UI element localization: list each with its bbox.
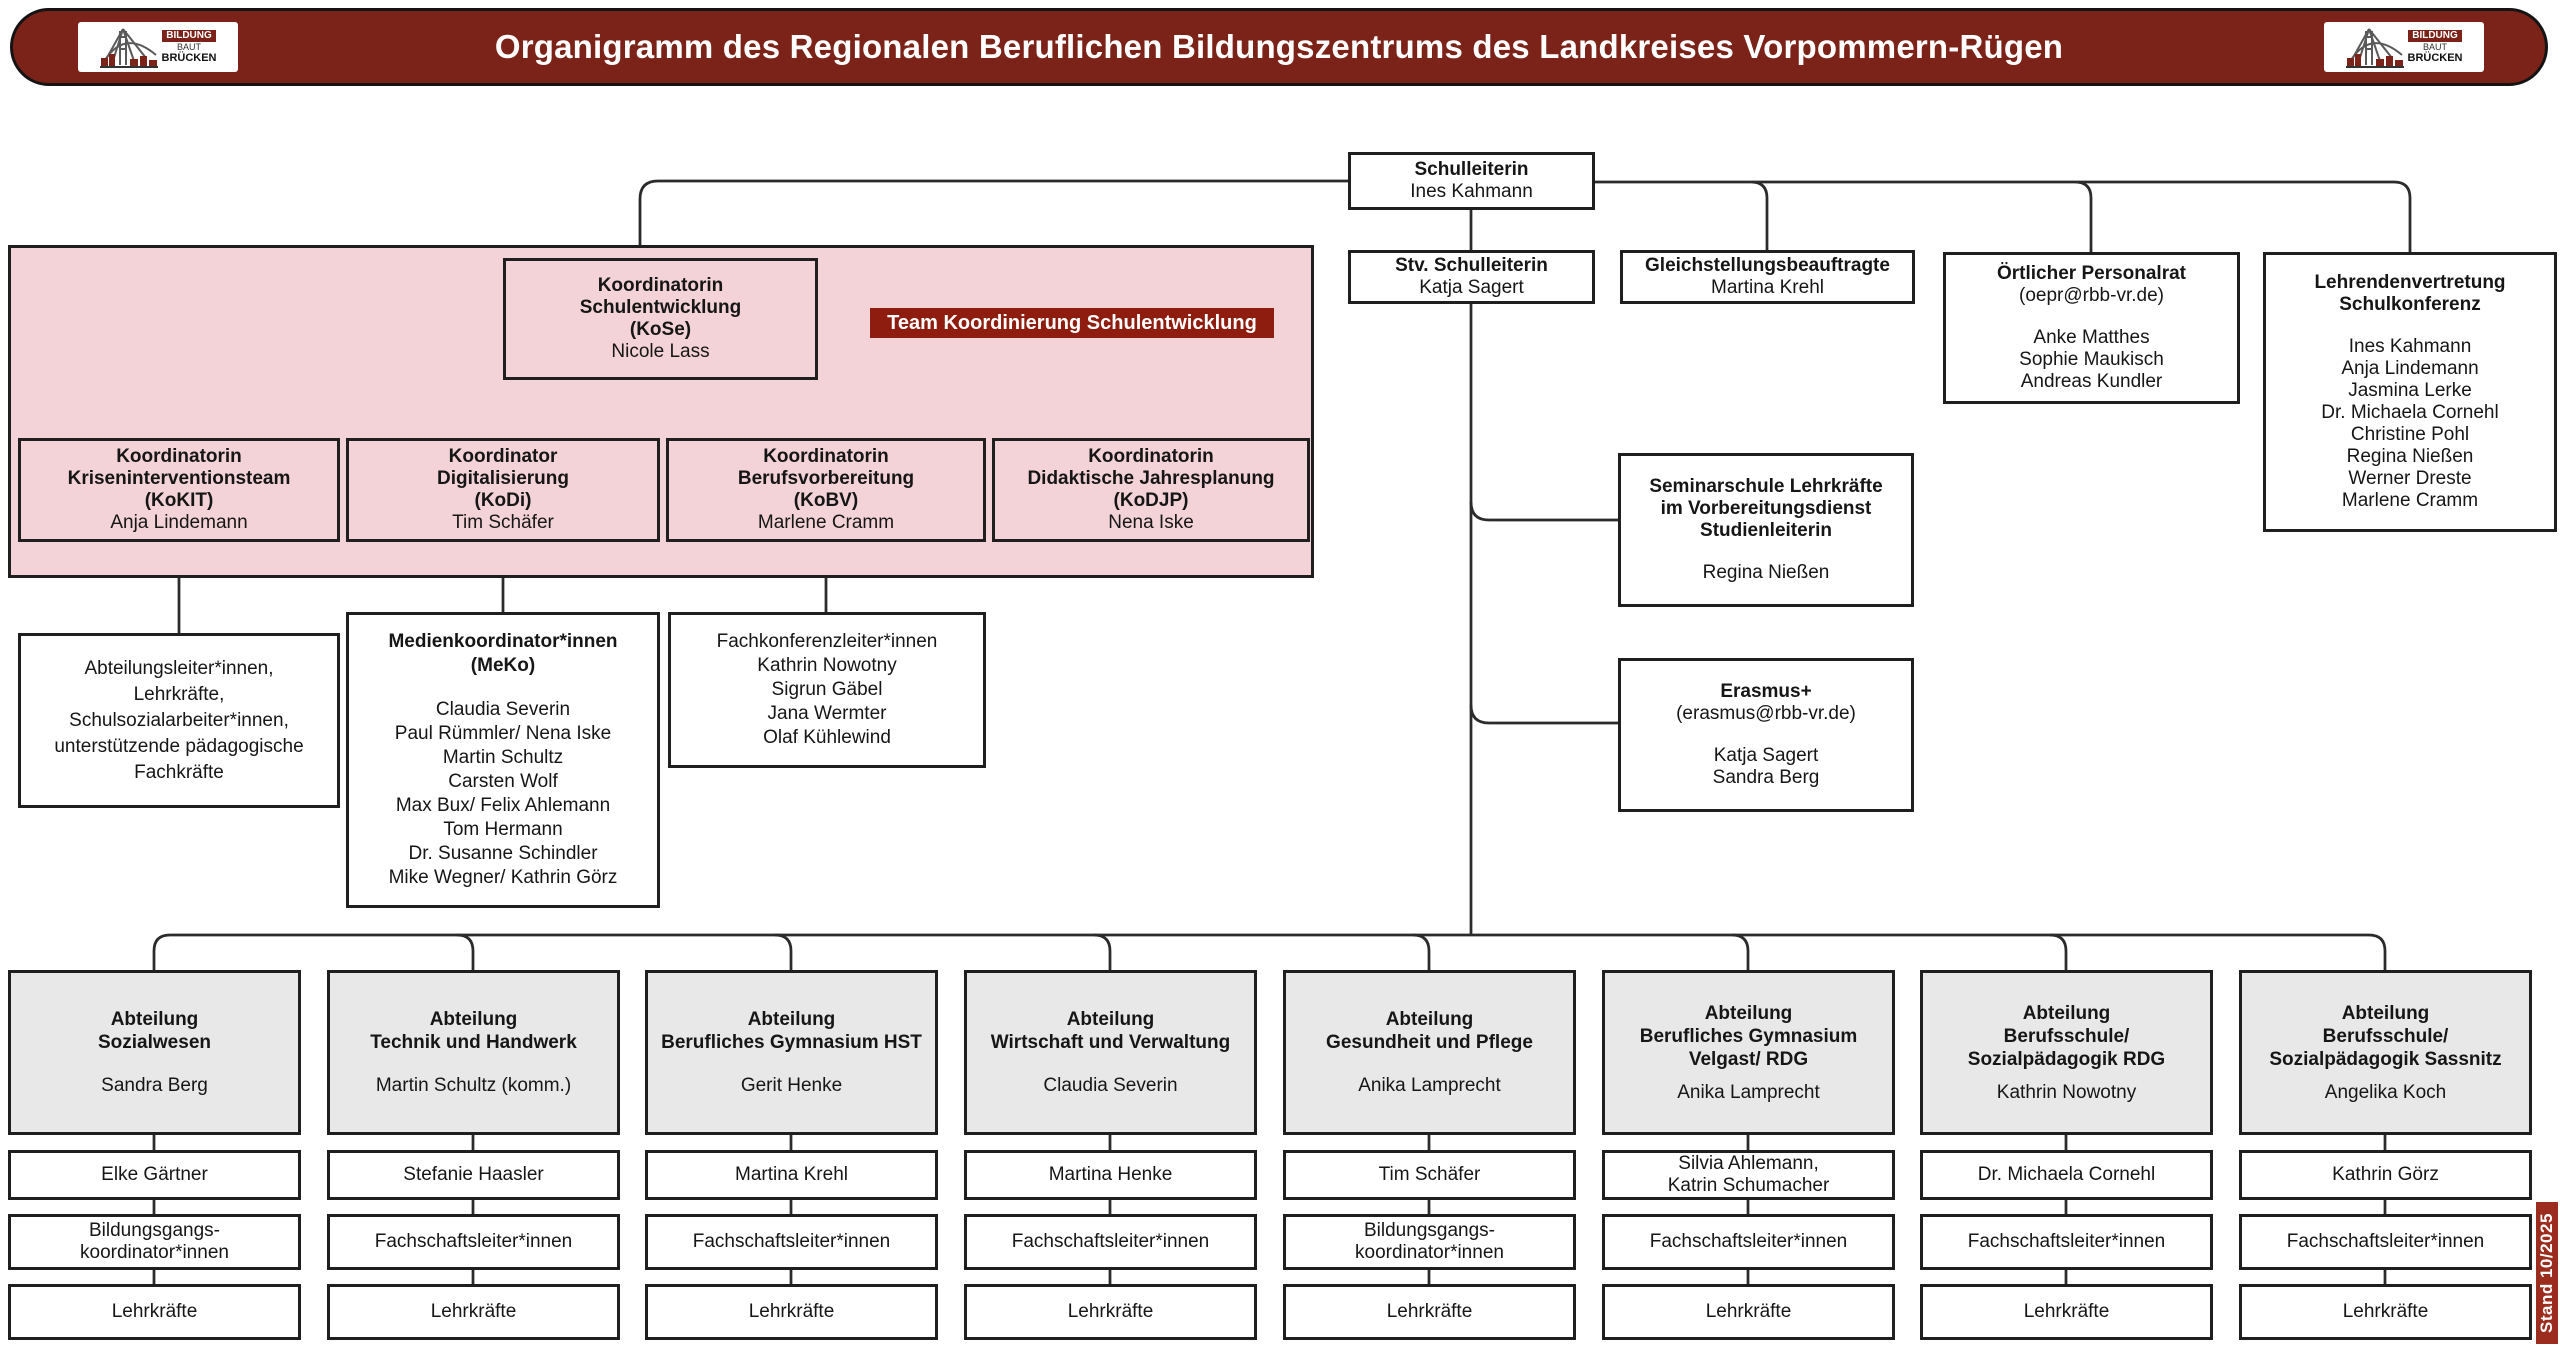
stv-name: Katja Sagert [1419,277,1524,298]
deputy-box [645,1150,938,1200]
deputy-name: Dr. Michaela Cornehl [1977,1164,2156,1185]
deputy-box [327,1150,620,1200]
kodi-title: Digitalisierung [437,468,569,489]
logo-line-bildung: BILDUNG [162,30,216,42]
box-kodjp [992,438,1310,542]
deputy-box [1283,1150,1576,1200]
lehrendenvertretung-title: Lehrendenvertretung [2314,272,2506,293]
deputy-name: Katrin Schumacher [1667,1175,1830,1196]
kodjp-name: Nena Iske [1108,512,1194,533]
fachkonferenz-member: Jana Wermter [767,703,887,724]
kokit-title: Koordinatorin [116,446,242,467]
coordinator-label: Bildungsgangs- [1364,1220,1495,1241]
lehrendenvertretung-member: Anja Lindemann [2341,358,2479,379]
department-box-gesundheit [1283,970,1576,1135]
staff-label: Lehrkräfte [1386,1301,1473,1322]
deputy-name: Stefanie Haasler [403,1164,544,1185]
kodi-name: Tim Schäfer [452,512,554,533]
department-head: Claudia Severin [1043,1075,1178,1096]
staff-box [1283,1284,1576,1340]
stv-title: Stv. Schulleiterin [1395,255,1548,276]
department-box-gymnasium-velgast [1602,970,1895,1135]
meko-subtitle: (MeKo) [470,655,536,676]
gleichstellung-name: Martina Krehl [1711,277,1824,298]
wire-distribution [154,935,2385,970]
department-title: Berufsschule/ [2003,1025,2130,1047]
deputy-name: Tim Schäfer [1378,1164,1481,1185]
department-title: Abteilung [110,1009,199,1030]
meko-member: Tom Hermann [443,819,563,840]
stand-date-badge: Stand 10/2025 [2536,1202,2558,1344]
department-head: Kathrin Nowotny [1996,1081,2137,1103]
department-head: Angelika Koch [2324,1081,2447,1103]
personalrat-member: Anke Matthes [2033,327,2150,348]
wire-spine-branches [1471,502,1618,723]
department-head: Martin Schultz (komm.) [375,1075,572,1096]
kobv-title: Berufsvorbereitung [737,468,915,489]
personalrat-title: Örtlicher Personalrat [1996,263,2187,284]
fachkonferenz-member: Kathrin Nowotny [757,655,897,676]
department-title: Sozialpädagogik RDG [1967,1048,2166,1070]
department-box-gymnasium-hst [645,970,938,1135]
coordinator-box [1283,1214,1576,1270]
coordinator-box [8,1214,301,1270]
meko-member: Paul Rümmler/ Nena Iske [394,723,612,744]
box-kose [503,258,818,380]
box-kokit [18,438,340,542]
staff-box [8,1284,301,1340]
department-title: Velgast/ RDG [1688,1048,1809,1070]
coordinator-label: Bildungsgangs- [89,1220,220,1241]
staff-box [1920,1284,2213,1340]
seminarschule-title: Studienleiterin [1700,520,1832,541]
wire-schulleiterin-to-team [640,181,1348,245]
deputy-name: Silvia Ahlemann, [1678,1153,1819,1174]
department-box-wirtschaft [964,970,1257,1135]
erasmus-member: Katja Sagert [1713,745,1819,766]
logo-right [2324,22,2484,72]
box-meko [346,612,660,908]
kose-name: Nicole Lass [611,341,710,362]
kodjp-title: Didaktische Jahresplanung [1027,468,1275,489]
kobv-title: (KoBV) [793,490,859,511]
coordinator-label: Fachschaftsleiter*innen [2286,1231,2485,1252]
logo-line-bildung: BILDUNG [2408,30,2462,42]
personalrat-member: Sophie Maukisch [2019,349,2164,370]
lehrendenvertretung-member: Regina Nießen [2346,446,2474,467]
seminarschule-title: Seminarschule Lehrkräfte [1649,476,1883,497]
department-box-berufsschule-sassnitz [2239,970,2532,1135]
kodjp-title: (KoDJP) [1113,490,1189,511]
abteilungsleiter-line: Lehrkräfte, [133,683,225,705]
meko-member: Carsten Wolf [448,771,558,792]
deputy-box [1920,1150,2213,1200]
lehrendenvertretung-member: Ines Kahmann [2348,336,2472,357]
coordinator-label: Fachschaftsleiter*innen [692,1231,891,1252]
coordinator-label: Fachschaftsleiter*innen [374,1231,573,1252]
meko-title: Medienkoordinator*innen [388,631,618,652]
box-kobv [666,438,986,542]
meko-member: Martin Schultz [442,747,564,768]
department-title: Abteilung [1385,1009,1474,1030]
lehrendenvertretung-member: Werner Dreste [2348,468,2472,489]
kokit-title: Kriseninterventionsteam [67,468,291,489]
fachkonferenz-member: Olaf Kühlewind [763,727,891,748]
coordinator-box [645,1214,938,1270]
schulleiterin-title: Schulleiterin [1414,159,1529,180]
erasmus-title: Erasmus+ [1720,681,1812,702]
department-title: Technik und Handwerk [370,1032,577,1053]
staff-box [645,1284,938,1340]
lehrendenvertretung-member: Marlene Cramm [2341,490,2479,511]
department-title: Berufliches Gymnasium [1639,1025,1858,1047]
box-kodi [346,438,660,542]
coordinator-box [2239,1214,2532,1270]
staff-label: Lehrkräfte [1067,1301,1154,1322]
schulleiterin-name: Ines Kahmann [1410,181,1533,202]
deputy-box [1602,1150,1895,1200]
staff-box [1602,1284,1895,1340]
logo-wordmark [162,30,217,64]
meko-member: Mike Wegner/ Kathrin Görz [388,867,618,888]
department-title: Gesundheit und Pflege [1326,1032,1533,1053]
coordinator-box [1602,1214,1895,1270]
department-box-sozialwesen [8,970,301,1135]
box-stv-schulleiterin [1348,250,1595,304]
box-gleichstellungsbeauftragte [1620,250,1915,304]
coordinator-label: Fachschaftsleiter*innen [1649,1231,1848,1252]
kose-title: (KoSe) [629,319,692,340]
kodi-title: (KoDi) [474,490,532,511]
seminarschule-name: Regina Nießen [1702,562,1830,583]
meko-member: Max Bux/ Felix Ahlemann [395,795,611,816]
kodjp-title: Koordinatorin [1088,446,1214,467]
kobv-title: Koordinatorin [763,446,889,467]
box-erasmus [1618,658,1914,812]
box-personalrat [1943,252,2240,404]
staff-label: Lehrkräfte [2023,1301,2110,1322]
abteilungsleiter-line: Schulsozialarbeiter*innen, [69,709,289,731]
abteilungsleiter-line: Abteilungsleiter*innen, [84,657,274,679]
erasmus-email: (erasmus@rbb-vr.de) [1676,703,1856,724]
department-title: Abteilung [429,1009,518,1030]
erasmus-member: Sandra Berg [1712,767,1820,788]
logo-line-bruecken: BRÜCKEN [2407,52,2463,64]
personalrat-member: Andreas Kundler [2020,371,2163,392]
coordinator-box [964,1214,1257,1270]
department-title: Berufliches Gymnasium HST [661,1032,922,1053]
staff-label: Lehrkräfte [111,1301,198,1322]
department-title: Sozialwesen [98,1032,211,1053]
staff-box [964,1284,1257,1340]
department-title: Abteilung [1066,1009,1155,1030]
kokit-title: (KoKIT) [144,490,214,511]
deputy-name: Martina Krehl [735,1164,848,1185]
logo-wordmark [2408,30,2463,64]
box-seminarschule [1618,453,1914,607]
logo-left [78,22,238,72]
kobv-name: Marlene Cramm [757,512,895,533]
department-title: Sozialpädagogik Sassnitz [2269,1048,2502,1070]
abteilungsleiter-line: unterstützende pädagogische [54,735,304,757]
department-title: Abteilung [1704,1002,1793,1024]
lehrendenvertretung-member: Jasmina Lerke [2348,380,2472,401]
coordinator-box [1920,1214,2213,1270]
deputy-name: Martina Henke [1048,1164,1173,1185]
meko-member: Dr. Susanne Schindler [408,843,598,864]
coordinator-label: Fachschaftsleiter*innen [1967,1231,2166,1252]
department-title: Berufsschule/ [2322,1025,2449,1047]
kokit-name: Anja Lindemann [110,512,248,533]
kose-title: Schulentwicklung [579,297,742,318]
kose-title: Koordinatorin [597,275,724,296]
logo-line-bruecken: BRÜCKEN [161,52,217,64]
box-lehrendenvertretung [2263,252,2557,532]
deputy-box [964,1150,1257,1200]
logo-line-baut: BAUT [176,42,201,52]
fachkonferenz-member: Sigrun Gäbel [771,679,883,700]
team-zone-label: Team Koordinierung Schulentwicklung [870,308,1274,338]
staff-box [327,1284,620,1340]
bridge-icon [100,25,158,69]
kodi-title: Koordinator [448,446,558,467]
coordinator-label: koordinator*innen [80,1242,229,1263]
seminarschule-title: im Vorbereitungsdienst [1660,498,1872,519]
wire-schulleiterin-right [1595,182,2410,252]
page-title: Organigramm des Regionalen Beruflichen Bildungszentrums des Landkreises Vorpommern-Rügen [494,28,2064,65]
staff-label: Lehrkräfte [2342,1301,2429,1322]
staff-label: Lehrkräfte [1705,1301,1792,1322]
department-head: Gerit Henke [740,1075,843,1096]
department-title: Abteilung [2022,1002,2111,1024]
coordinator-box [327,1214,620,1270]
department-title: Wirtschaft und Verwaltung [990,1032,1231,1053]
lehrendenvertretung-member: Dr. Michaela Cornehl [2321,402,2499,423]
fachkonferenz-title: Fachkonferenzleiter*innen [716,631,938,652]
staff-label: Lehrkräfte [748,1301,835,1322]
abteilungsleiter-line: Fachkräfte [134,761,224,783]
deputy-name: Elke Gärtner [101,1164,208,1185]
department-box-berufsschule-rdg [1920,970,2213,1135]
deputy-box [8,1150,301,1200]
meko-member: Claudia Severin [435,699,571,720]
deputy-name: Kathrin Görz [2332,1164,2439,1185]
box-schulleiterin [1348,152,1595,210]
lehrendenvertretung-title2: Schulkonferenz [2339,294,2481,315]
staff-label: Lehrkräfte [430,1301,517,1322]
bridge-icon [2346,25,2404,69]
personalrat-email: (oepr@rbb-vr.de) [2019,285,2164,306]
logo-line-baut: BAUT [2422,42,2447,52]
department-title: Abteilung [2341,1002,2430,1024]
lehrendenvertretung-member: Christine Pohl [2350,424,2470,445]
department-head: Anika Lamprecht [1677,1081,1820,1103]
wire-distribution-drops [457,935,2066,970]
box-fachkonferenzleiter [668,612,986,768]
department-head: Sandra Berg [101,1075,208,1096]
coordinator-label: Fachschaftsleiter*innen [1011,1231,1210,1252]
deputy-box [2239,1150,2532,1200]
department-head: Anika Lamprecht [1358,1075,1501,1096]
coordinator-label: koordinator*innen [1355,1242,1504,1263]
header-banner [10,8,2548,86]
gleichstellung-title: Gleichstellungsbeauftragte [1645,255,1890,276]
department-box-technik [327,970,620,1135]
department-title: Abteilung [747,1009,836,1030]
box-abteilungsleiter-gruppe [18,633,340,808]
staff-box [2239,1284,2532,1340]
